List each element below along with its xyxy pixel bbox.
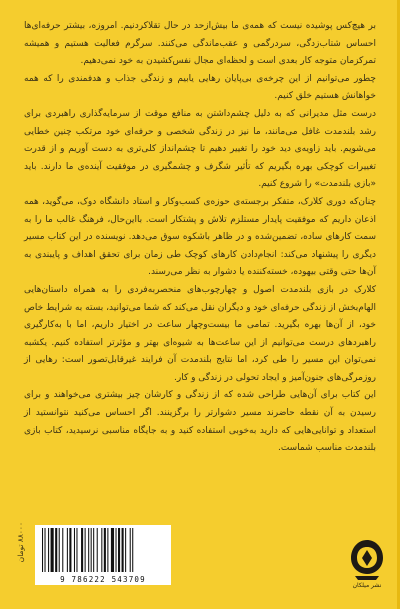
blurb-paragraph: کلارک در بازی بلندمدت اصول و چهارچوب‌های منحصربه‌فردی را به همراه داستان‌هایی الهام‌بخش از زندگی حرفه‌ای خود و دیگران نقل می‌کند که شما می‌توانید، بسته به شرایط خاص خود، از آن‌ها بهره بگیرید. تمامی ما بیست‌وچهار ساعت در اختیار داریم، اما با به‌کارگیری راهبردهای درست می‌توانیم از این ساعت‌ها به شیوه‌ای بهتر و مؤثرتر استفاده کنیم. یکشبه نمی‌توان این مسیر را طی کرد، اما نتایج بلندمدت آن فرایند غیرقابل‌تصور است: رهایی از روزمرگی‌های جنون‌آمیز و ایجاد تحولی در زندگی و کار. — [24, 284, 376, 383]
barcode-bar — [104, 528, 106, 572]
barcode-bar — [132, 528, 133, 572]
price-label: ۸۸۰۰۰ تومان — [16, 522, 25, 563]
barcode-bar — [97, 528, 98, 572]
barcode-bar — [91, 528, 92, 572]
barcode-bar — [45, 528, 46, 572]
barcode-bar — [67, 528, 68, 572]
blurb-paragraph: چنان‌که دوری کلارک، متفکر برجسته‌ی حوزه‌ی کسب‌وکار و استاد دانشگاه دوک، می‌گوید، همه اذعان داریم که موفقیت پایدار مستلزم تلاش و پشتکار است. بااین‌حال، فرهنگ غالب ما را به سمت کارهای ساده، تضمین‌شده و در ظاهر باشکوه سوق می‌دهد. نویسنده در این کتاب مسیر دیگری را پیشنهاد می‌کند: انجام‌دادن کارهای کوچک طی زمان برای تحقق اهداف و پایبندی به آن‌ها حتی وقتی بیهوده، خسته‌کننده یا دشوار به نظر می‌رسند. — [24, 196, 376, 278]
publisher-name: نشر میلکان — [352, 582, 382, 589]
barcode-bar — [42, 528, 43, 572]
barcode-bar — [125, 528, 126, 572]
blurb-paragraph: چطور می‌توانیم از این چرخه‌ی بی‌پایان رهایی یابیم و زندگی جذاب و هدفمندی را که همه خواهانش هستیم خلق کنیم. — [24, 73, 376, 102]
barcode-bar — [74, 528, 75, 572]
isbn-number: 9 786222 543709 — [60, 575, 146, 584]
isbn-barcode — [35, 525, 171, 585]
barcode-bar — [85, 528, 86, 572]
blurb-paragraph: بر هیچ‌کس پوشیده نیست که همه‌ی ما بیش‌از‌حد در حال تقلاکردنیم. امروزه، بیشتر حرفه‌ای‌ها احساس شتاب‌زدگی، سردرگمی و عقب‌ماندگی می‌کنند. سرگرم فعالیت هستیم و همیشه تمرکزمان متوجه کار بعدی است و لحظه‌ای مجال نفس‌کشیدن به خود نمی‌دهیم. — [24, 21, 376, 67]
barcode-bar — [93, 528, 94, 572]
barcode-bar — [51, 528, 54, 572]
barcode-bar — [48, 528, 49, 572]
barcode-bar — [130, 528, 131, 572]
blurb-paragraph: درست مثل مدیرانی که به دلیل چشم‌داشتن به منافع موقت از سرمایه‌گذاری راهبردی برای رشد بلندمدت غافل می‌مانند، ما نیز در زندگی شخصی و حرفه‌ای خود مرتکب چنین خطایی می‌شویم. باید زاویه‌ی دید خود را تغییر دهیم تا چشم‌انداز کلی‌تری به دست آوریم و از قدرت تغییرات کوچکی بهره بگیریم که تأثیر شگرف و چشمگیری در موفقیت آینده‌ی ما دارند. باید «بازی بلندمدت» را شروع کنیم. — [24, 108, 376, 190]
blurb-paragraph: این کتاب برای آن‌هایی طراحی شده که از زندگی و کارشان چیز بیشتری می‌خواهند و برای رسیدن به آن نقطه حاضرند مسیر دشوارتر را برگزینند. اگر احساس می‌کنید نتوانستید از استعداد و توانایی‌هایی که دارید به‌خوبی استفاده کنید و به جایگاه مناسبی نرسیدید، کتاب بازی بلندمدت مناسب شماست. — [24, 390, 376, 454]
barcode-bar — [81, 528, 83, 572]
barcode-bar — [76, 528, 77, 572]
barcode-bar — [116, 528, 117, 572]
publisher-logo-icon — [347, 538, 387, 582]
barcode-bar — [62, 528, 63, 572]
barcode-bar — [122, 528, 124, 572]
barcode-bars — [40, 528, 166, 572]
barcode-bar — [101, 528, 102, 572]
barcode-bar — [59, 528, 60, 572]
barcode-bar — [55, 528, 57, 572]
barcode-bar — [111, 528, 114, 572]
barcode-bar — [118, 528, 120, 572]
barcode-bar — [88, 528, 89, 572]
barcode-bar — [69, 528, 71, 572]
blurb-text — [24, 18, 376, 458]
barcode-bar — [107, 528, 108, 572]
